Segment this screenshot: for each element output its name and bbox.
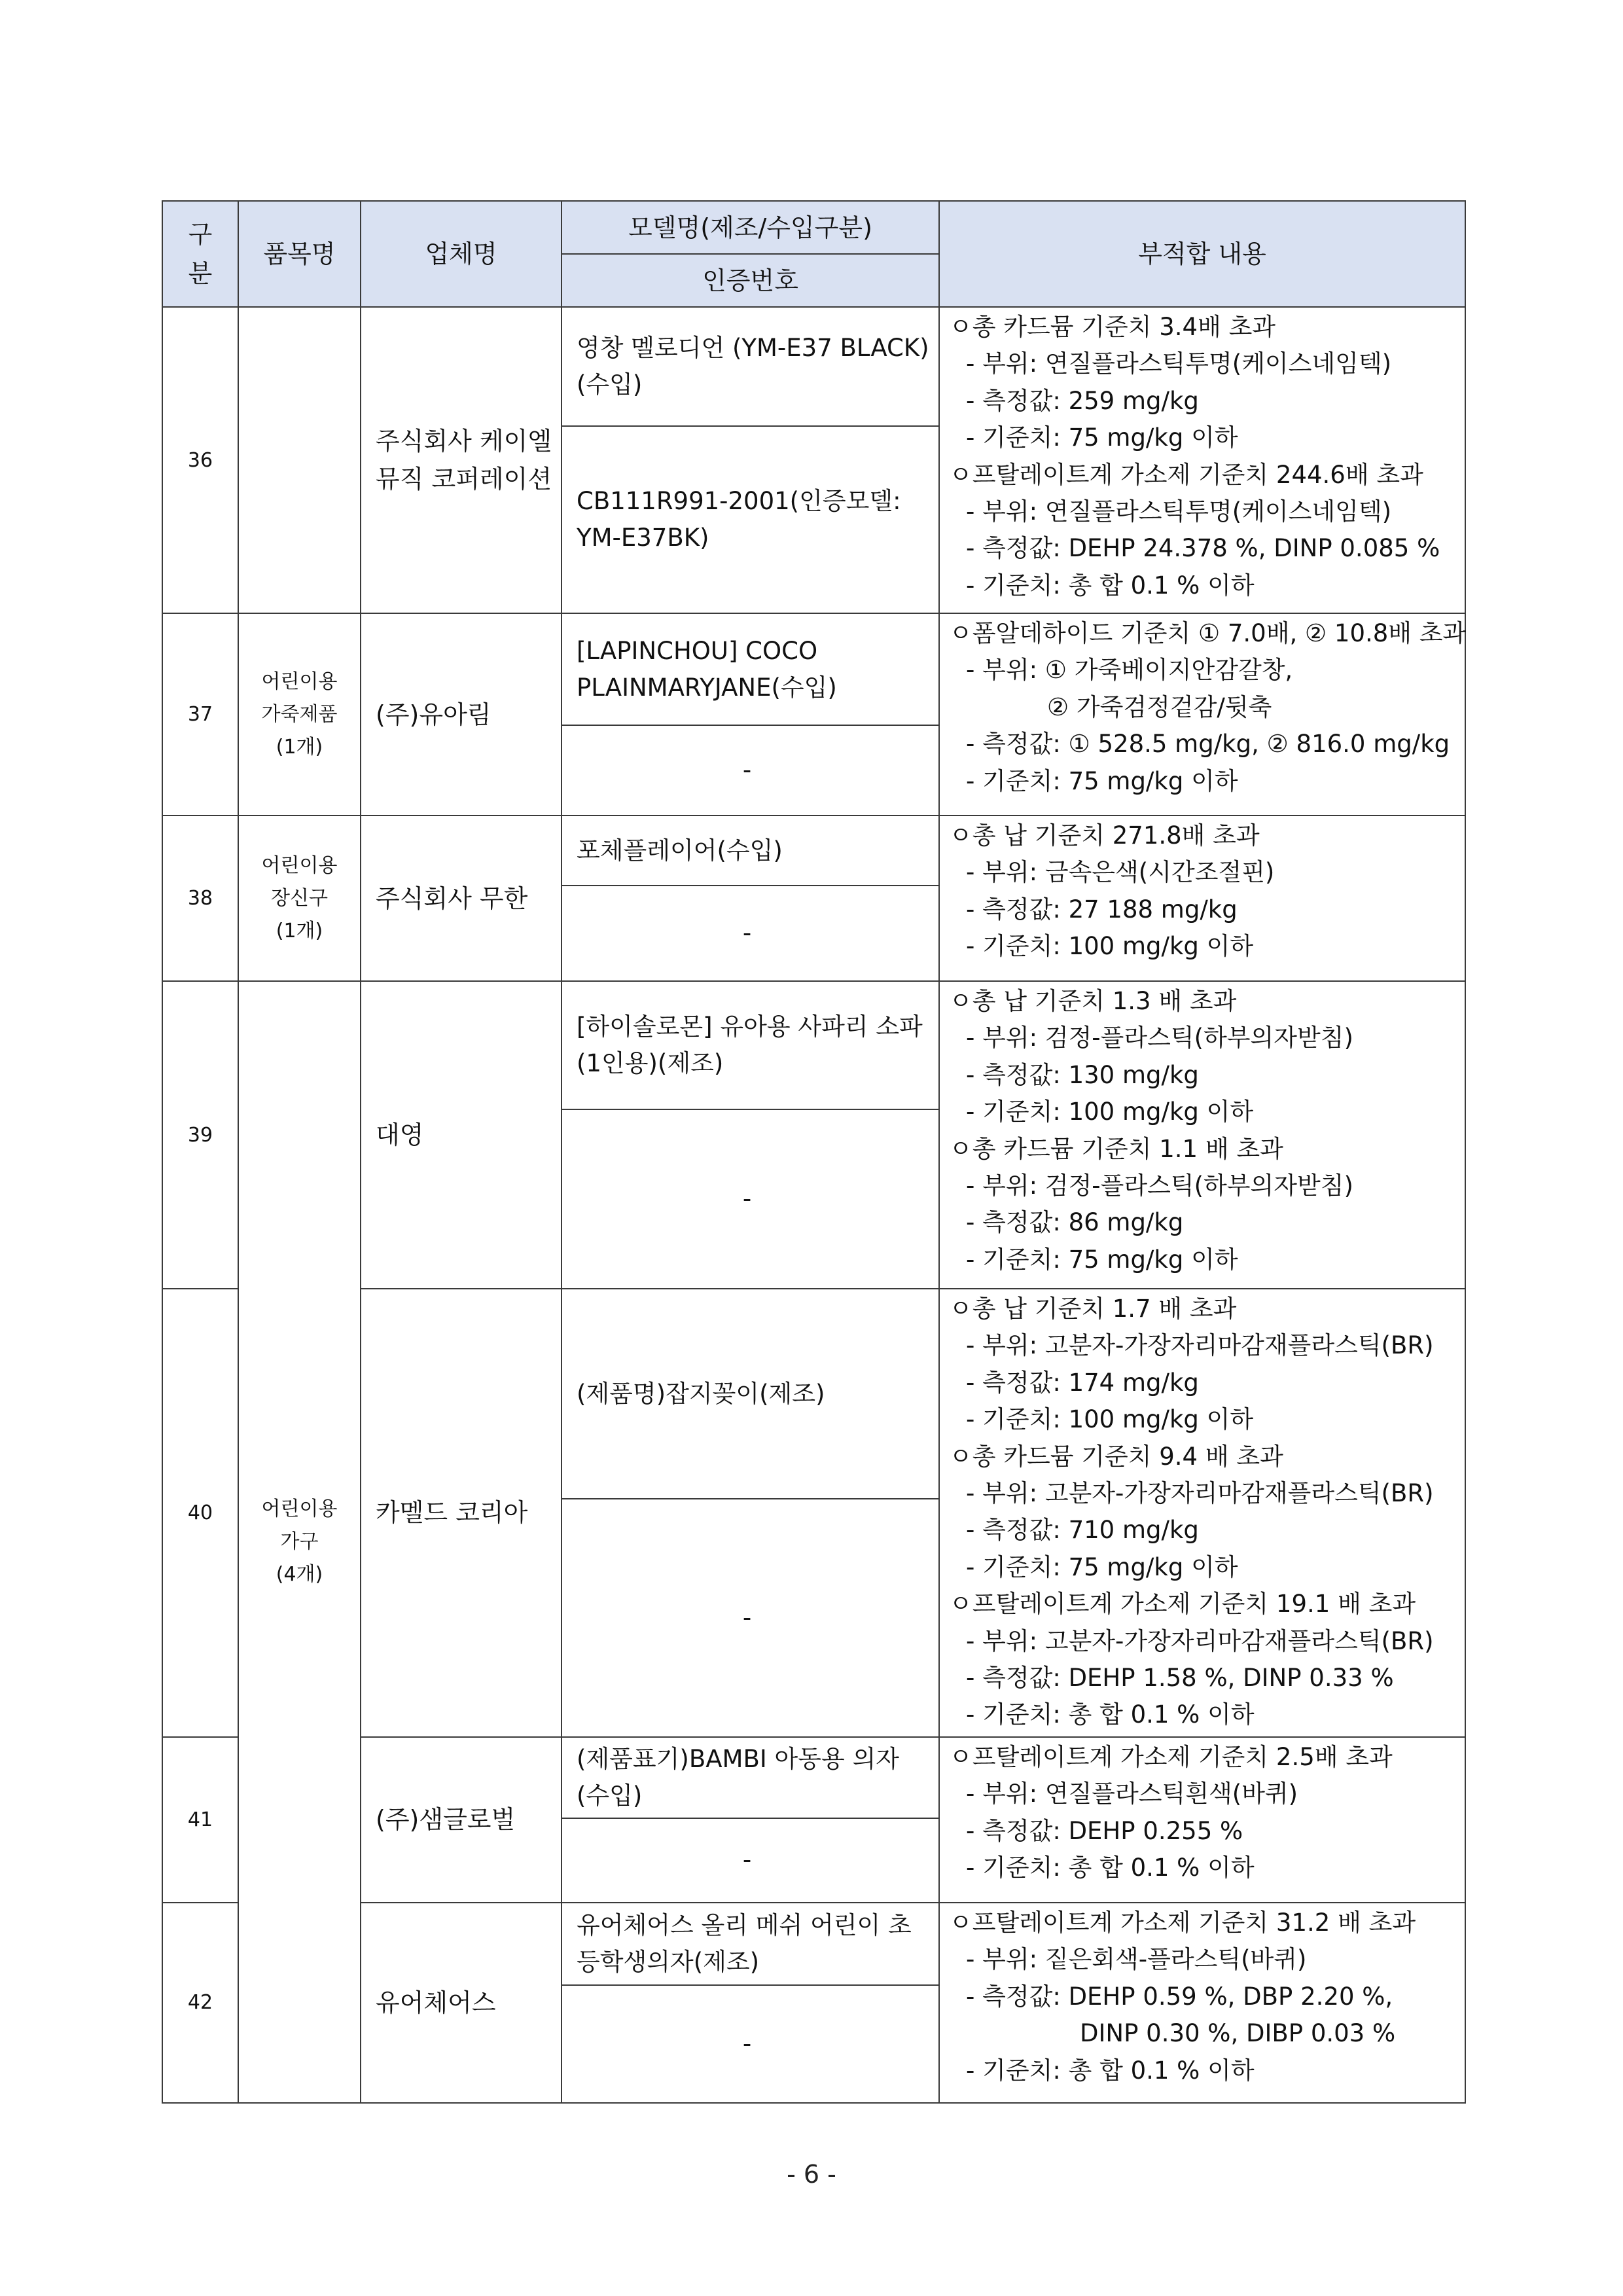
category-line: 장신구 <box>271 886 328 910</box>
detail-line: - 기준치: 100 mg/kg 이하 <box>966 1405 1254 1434</box>
detail-line: - 측정값: DEHP 0.255 % <box>966 1816 1243 1845</box>
detail-cell <box>939 816 1465 981</box>
detail-line: ㅇ폼알데하이드 기준치 ① 7.0배, ② 10.8배 초과 <box>949 619 1467 647</box>
table-row <box>162 816 1465 886</box>
detail-line: - 측정값: 86 mg/kg <box>966 1208 1184 1237</box>
detail-line: - 부위: 금속은색(시간조절핀) <box>966 858 1275 887</box>
company-name: (주)유아림 <box>361 613 562 816</box>
detail-line: - 측정값: DEHP 1.58 %, DINP 0.33 % <box>966 1664 1394 1693</box>
category-cell <box>238 613 361 816</box>
model-name: 영창 멜로디언 (YM-E37 BLACK)(수입) <box>562 307 939 426</box>
header-item: 품목명 <box>238 201 361 307</box>
detail-line: - 기준치: 총 합 0.1 % 이하 <box>966 571 1255 600</box>
category-cell <box>238 981 361 2103</box>
category-line: (1개) <box>276 919 323 942</box>
detail-cell <box>939 307 1465 613</box>
detail-line: - 측정값: 130 mg/kg <box>966 1060 1199 1089</box>
header-detail: 부적합 내용 <box>939 201 1465 307</box>
model-name: 유어체어스 올리 메쉬 어린이 초등학생의자(제조) <box>562 1903 939 1985</box>
detail-line: - 부위: 연질플라스틱흰색(바퀴) <box>966 1780 1298 1808</box>
row-number: 41 <box>162 1737 238 1903</box>
detail-line: ㅇ총 납 기준치 1.3 배 초과 <box>949 987 1237 1015</box>
category-line: (4개) <box>276 1562 323 1586</box>
detail-line: ㅇ프탈레이트계 가소제 기준치 19.1 배 초과 <box>949 1590 1416 1619</box>
category-line: 가죽제품 <box>261 702 338 726</box>
detail-line: DINP 0.30 %, DIBP 0.03 % <box>1080 2019 1396 2048</box>
model-name: [하이솔로몬] 유아용 사파리 소파 (1인용)(제조) <box>562 981 939 1109</box>
row-number: 37 <box>162 613 238 816</box>
detail-line: - 기준치: 75 mg/kg 이하 <box>966 423 1238 452</box>
detail-line: - 측정값: 27 188 mg/kg <box>966 895 1238 924</box>
cert-number: - <box>562 886 939 981</box>
detail-line: ㅇ총 납 기준치 1.7 배 초과 <box>949 1295 1237 1323</box>
category-line: 어린이용 <box>261 853 338 877</box>
row-number: 39 <box>162 981 238 1289</box>
detail-line: - 기준치: 100 mg/kg 이하 <box>966 1098 1254 1126</box>
detail-line: - 기준치: 75 mg/kg 이하 <box>966 1552 1238 1581</box>
company-name: (주)샘글로벌 <box>361 1737 562 1903</box>
detail-line: - 측정값: 174 mg/kg <box>966 1368 1199 1397</box>
category-cell <box>238 816 361 981</box>
detail-line: - 측정값: DEHP 24.378 %, DINP 0.085 % <box>966 534 1440 563</box>
detail-line: - 부위: 연질플라스틱투명(케이스네임텍) <box>966 350 1392 378</box>
cert-number: - <box>562 1109 939 1289</box>
company-name: 주식회사 무한 <box>361 816 562 981</box>
header-gubun-2: 분 <box>188 259 213 288</box>
header-cert: 인증번호 <box>562 254 939 307</box>
detail-line: ㅇ총 카드뮴 기준치 9.4 배 초과 <box>949 1442 1283 1471</box>
header-model: 모델명(제조/수입구분) <box>562 201 939 254</box>
table-row <box>162 981 1465 1109</box>
table-row <box>162 307 1465 426</box>
company-name: 주식회사 케이엘뮤직 코퍼레이션 <box>361 307 562 613</box>
company-name: 대영 <box>361 981 562 1289</box>
detail-line: ㅇ총 납 기준치 271.8배 초과 <box>949 821 1260 850</box>
table-row <box>162 613 1465 725</box>
cert-number: - <box>562 1818 939 1903</box>
detail-line: ② 가죽검정겉감/뒷축 <box>1047 692 1272 721</box>
detail-line: ㅇ프탈레이트계 가소제 기준치 2.5배 초과 <box>949 1742 1393 1771</box>
detail-line: ㅇ총 카드뮴 기준치 3.4배 초과 <box>949 313 1276 341</box>
detail-line: ㅇ프탈레이트계 가소제 기준치 244.6배 초과 <box>949 460 1423 489</box>
detail-line: - 기준치: 총 합 0.1 % 이하 <box>966 1700 1255 1729</box>
detail-line: - 측정값: 710 mg/kg <box>966 1516 1199 1545</box>
detail-line: - 부위: 고분자-가장자리마감재플라스틱(BR) <box>966 1331 1434 1360</box>
page-number: - 6 - <box>787 2160 836 2189</box>
detail-cell <box>939 1737 1465 1903</box>
detail-line: - 부위: 검정-플라스틱(하부의자받침) <box>966 1172 1353 1200</box>
company-name: 카멜드 코리아 <box>361 1289 562 1737</box>
detail-line: - 부위: 연질플라스틱투명(케이스네임텍) <box>966 497 1392 526</box>
model-name: (제품명)잡지꽂이(제조) <box>562 1289 939 1499</box>
detail-line: - 기준치: 총 합 0.1 % 이하 <box>966 1854 1255 1882</box>
detail-line: - 측정값: 259 mg/kg <box>966 386 1199 415</box>
detail-cell <box>939 1289 1465 1737</box>
row-number: 36 <box>162 307 238 613</box>
detail-cell <box>939 1903 1465 2103</box>
detail-line: - 측정값: DEHP 0.59 %, DBP 2.20 %, <box>966 1982 1393 2011</box>
detail-line: - 기준치: 총 합 0.1 % 이하 <box>966 2056 1255 2085</box>
company-name: 유어체어스 <box>361 1903 562 2103</box>
detail-line: - 부위: 고분자-가장자리마감재플라스틱(BR) <box>966 1479 1434 1508</box>
category-line: 어린이용 <box>261 1497 338 1520</box>
detail-line: - 부위: 짙은회색-플라스틱(바퀴) <box>966 1945 1307 1974</box>
model-name: 포체플레이어(수입) <box>562 816 939 886</box>
detail-line: - 부위: 검정-플라스틱(하부의자받침) <box>966 1024 1353 1052</box>
model-name: (제품표기)BAMBI 아동용 의자(수입) <box>562 1737 939 1818</box>
detail-line: - 부위: ① 가죽베이지안감갈창, <box>966 656 1293 685</box>
detail-line: ㅇ프탈레이트계 가소제 기준치 31.2 배 초과 <box>949 1908 1416 1937</box>
detail-line: ㅇ총 카드뮴 기준치 1.1 배 초과 <box>949 1134 1283 1163</box>
header-gubun-1: 구 <box>188 220 213 249</box>
model-name: [LAPINCHOU] COCO PLAINMARYJANE(수입) <box>562 613 939 725</box>
category-cell-empty <box>238 307 361 613</box>
detail-line: - 부위: 고분자-가장자리마감재플라스틱(BR) <box>966 1626 1434 1655</box>
header-company: 업체명 <box>361 201 562 307</box>
detail-line: - 기준치: 100 mg/kg 이하 <box>966 932 1254 961</box>
cert-number: - <box>562 1499 939 1737</box>
detail-line: - 기준치: 75 mg/kg 이하 <box>966 1245 1238 1274</box>
cert-number: - <box>562 1985 939 2103</box>
cert-number: - <box>562 725 939 816</box>
detail-line: - 측정값: ① 528.5 mg/kg, ② 816.0 mg/kg <box>966 730 1450 759</box>
category-line: (1개) <box>276 735 323 759</box>
detail-line: - 기준치: 75 mg/kg 이하 <box>966 766 1238 795</box>
row-number: 42 <box>162 1903 238 2103</box>
row-number: 40 <box>162 1289 238 1737</box>
category-line: 가구 <box>280 1530 319 1553</box>
category-line: 어린이용 <box>261 670 338 693</box>
detail-cell <box>939 613 1465 816</box>
detail-cell <box>939 981 1465 1289</box>
nonconformity-table <box>162 200 1466 2104</box>
header-gubun <box>162 201 238 307</box>
cert-number: CB111R991-2001(인증모델: YM-E37BK) <box>562 426 939 613</box>
row-number: 38 <box>162 816 238 981</box>
